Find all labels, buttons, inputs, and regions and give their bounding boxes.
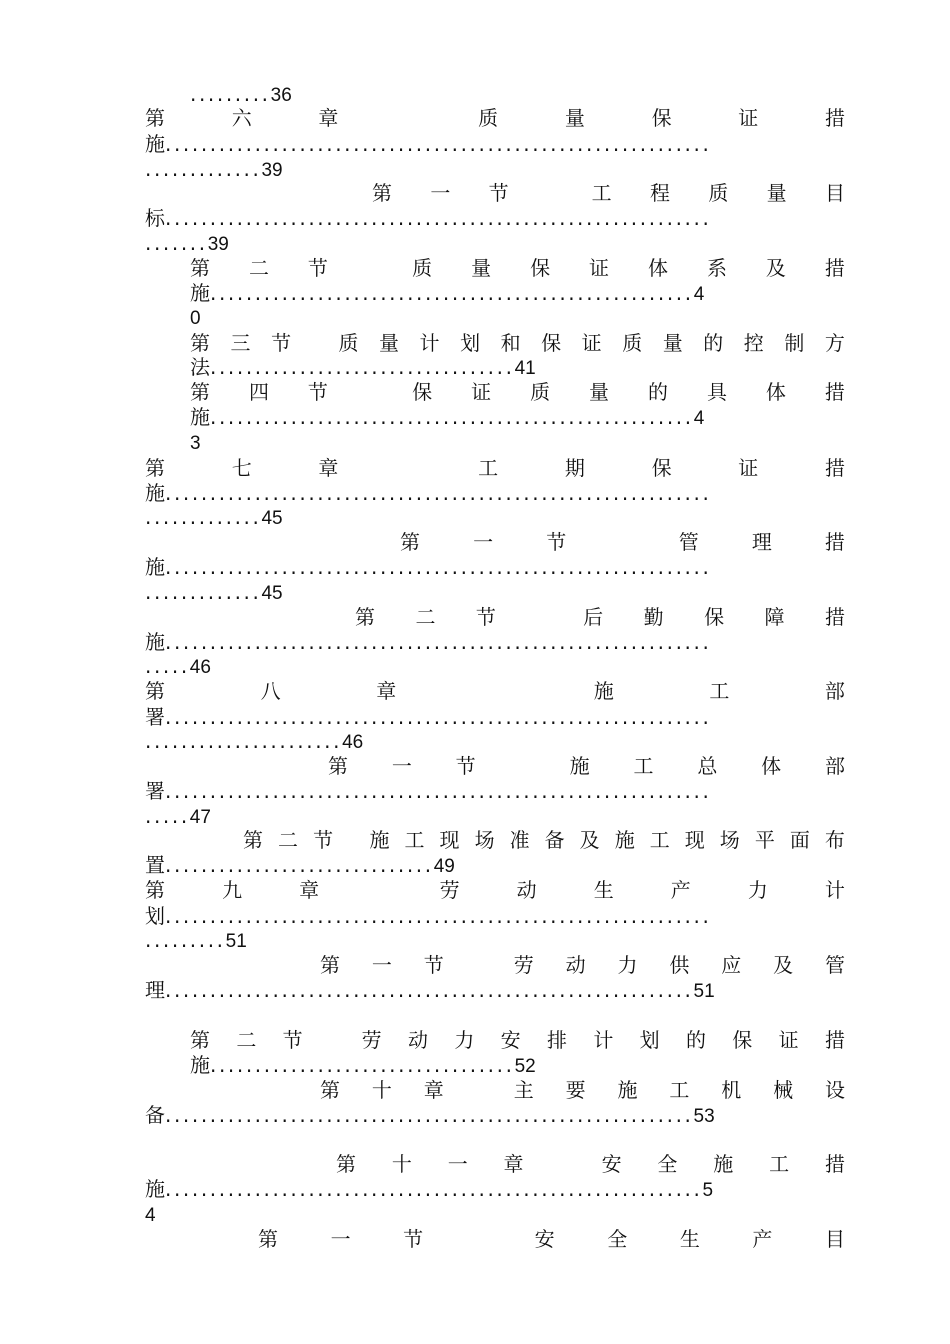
toc-line <box>190 355 845 379</box>
toc-title-char: 三 <box>230 331 251 355</box>
toc-title-char: 章 <box>503 1152 524 1176</box>
toc-chapter-title[interactable] <box>336 1152 845 1176</box>
toc-leader: ...................................................... <box>210 281 694 305</box>
toc-title-char: 总 <box>697 754 718 778</box>
toc-title-char: 工 <box>404 828 425 852</box>
toc-title-char: 安 <box>500 1028 521 1052</box>
toc-title-char <box>367 380 373 404</box>
toc-line <box>145 206 845 230</box>
toc-line <box>145 231 845 255</box>
toc-line <box>190 305 845 329</box>
toc-chapter-title[interactable] <box>145 679 845 703</box>
toc-title-end: 署 <box>145 779 165 803</box>
toc-title-char: 布 <box>824 828 845 852</box>
toc-title-char: 产 <box>752 1227 773 1251</box>
toc-title-char: 及 <box>773 953 794 977</box>
toc-title-end: 划 <box>145 904 165 928</box>
toc-title-char: 第 <box>320 1078 340 1102</box>
toc-title-char: 十 <box>371 1078 392 1102</box>
toc-title-char: 动 <box>565 953 586 977</box>
toc-title-char: 十 <box>391 1152 412 1176</box>
toc-title-char: 管 <box>824 953 845 977</box>
toc-title-char: 措 <box>824 380 845 404</box>
toc-page-number: 5 <box>702 1180 714 1201</box>
toc-title-char: 量 <box>589 380 610 404</box>
toc-title-char: 生 <box>593 878 614 902</box>
toc-leader: ............................................................. <box>165 705 712 729</box>
toc-title-char: 劳 <box>361 1028 382 1052</box>
toc-page-number: 53 <box>693 1106 715 1127</box>
toc-title-char: 的 <box>647 380 668 404</box>
toc-title-char: 力 <box>747 878 768 902</box>
toc-title-char: 工 <box>709 679 730 703</box>
toc-title-char: 面 <box>789 828 810 852</box>
toc-title-char <box>376 878 382 902</box>
toc-title-char: 章 <box>376 679 397 703</box>
toc-title-end: 署 <box>145 705 165 729</box>
toc-page-number: 4 <box>693 408 705 429</box>
toc-title-char: 第 <box>145 878 165 902</box>
toc-title-char: 证 <box>738 456 759 480</box>
toc-title-char: 四 <box>248 380 269 404</box>
toc-title-end: 施 <box>145 481 165 505</box>
toc-title-char: 节 <box>307 380 328 404</box>
toc-title-char: 节 <box>313 828 334 852</box>
toc-title-char: 章 <box>299 878 320 902</box>
toc-title-char: 程 <box>650 181 670 205</box>
toc-title-char <box>367 256 373 280</box>
toc-section-title[interactable] <box>328 754 845 778</box>
toc-title-char: 平 <box>754 828 775 852</box>
toc-page-number: 36 <box>270 85 292 106</box>
toc-title-char: 第 <box>372 181 392 205</box>
toc-title-char: 一 <box>430 181 451 205</box>
toc-line <box>145 978 845 1002</box>
toc-title-char: 九 <box>222 878 243 902</box>
toc-title-char: 节 <box>475 605 496 629</box>
toc-title-char: 节 <box>488 181 509 205</box>
toc-line <box>145 555 845 579</box>
toc-page-number: 52 <box>514 1056 536 1077</box>
toc-title-char: 工 <box>769 1152 790 1176</box>
toc-title-char: 保 <box>541 331 562 355</box>
toc-line <box>145 132 845 156</box>
toc-section-title[interactable] <box>320 953 845 977</box>
toc-title-char: 第 <box>145 106 165 130</box>
toc-title-char: 节 <box>546 530 567 554</box>
toc-title-char: 施 <box>569 754 590 778</box>
toc-title-char: 保 <box>704 605 725 629</box>
toc-title-char: 保 <box>651 456 672 480</box>
toc-title-char: 部 <box>824 754 845 778</box>
toc-title-char: 一 <box>391 754 412 778</box>
toc-leader: ..... <box>145 804 190 828</box>
toc-title-char <box>312 331 318 355</box>
toc-title-char: 量 <box>379 331 400 355</box>
toc-line <box>145 654 845 678</box>
toc-title-char: 质 <box>338 331 359 355</box>
toc-title-char: 第 <box>336 1152 356 1176</box>
toc-leader: ............................................................. <box>165 555 712 579</box>
toc-leader: .............................. <box>165 853 434 877</box>
toc-title-char: 理 <box>751 530 772 554</box>
toc-title-char: 管 <box>678 530 699 554</box>
toc-line <box>145 481 845 505</box>
toc-title-char: 节 <box>423 953 444 977</box>
toc-line <box>190 281 845 305</box>
toc-title-char: 计 <box>593 1028 614 1052</box>
toc-leader: .................................. <box>210 355 515 379</box>
toc-title-char: 证 <box>589 256 610 280</box>
toc-title-char: 劳 <box>439 878 460 902</box>
toc-page-number: 51 <box>225 931 247 952</box>
toc-title-char <box>619 530 625 554</box>
toc-title-char <box>559 1152 565 1176</box>
toc-title-char <box>348 828 354 852</box>
toc-title-char: 生 <box>679 1227 700 1251</box>
toc-title-char: 证 <box>738 106 759 130</box>
toc-page-number: 49 <box>433 856 455 877</box>
toc-title-char: 量 <box>564 106 585 130</box>
toc-section-title[interactable] <box>258 1227 845 1251</box>
toc-title-char: 质 <box>412 256 433 280</box>
toc-title-char: 制 <box>784 331 805 355</box>
toc-title-end: 施 <box>145 630 165 654</box>
toc-line <box>190 430 845 454</box>
toc-leader: ............................................................. <box>165 132 712 156</box>
toc-title-char: 全 <box>607 1227 628 1251</box>
toc-page-number: 41 <box>514 358 536 379</box>
toc-title-char: 证 <box>471 380 492 404</box>
toc-chapter-title[interactable] <box>320 1078 845 1102</box>
toc-title-char: 量 <box>766 181 787 205</box>
toc-leader: ............................................................. <box>165 206 712 230</box>
toc-title-char: 应 <box>721 953 742 977</box>
toc-title-char: 计 <box>419 331 440 355</box>
toc-section-title[interactable] <box>190 331 845 355</box>
toc-title-char: 全 <box>657 1152 678 1176</box>
toc-line <box>190 1053 845 1077</box>
toc-title-char <box>476 1227 482 1251</box>
toc-title-char: 一 <box>371 953 392 977</box>
toc-title-char: 保 <box>530 256 551 280</box>
toc-title-char: 章 <box>318 106 339 130</box>
toc-section-title[interactable] <box>400 530 845 554</box>
toc-title-char: 第 <box>400 530 420 554</box>
toc-leader: ............................................................. <box>165 481 712 505</box>
toc-page-number: 4 <box>145 1205 156 1226</box>
toc-title-char: 劳 <box>513 953 534 977</box>
toc-line <box>145 705 845 729</box>
toc-line <box>145 928 845 952</box>
toc-title-char: 措 <box>824 1152 845 1176</box>
toc-line <box>190 405 845 429</box>
toc-title-char: 第 <box>190 256 210 280</box>
toc-title-end: 法 <box>190 355 210 379</box>
toc-page-number: 39 <box>261 160 283 181</box>
toc-page-number: 4 <box>693 284 705 305</box>
toc-line <box>145 157 845 181</box>
toc-line <box>190 82 890 106</box>
toc-leader: ............. <box>145 580 262 604</box>
toc-title-char: 质 <box>530 380 551 404</box>
toc-title-char <box>476 953 482 977</box>
toc-title-char: 施 <box>614 828 635 852</box>
toc-title-char: 控 <box>743 331 764 355</box>
toc-title-char: 准 <box>509 828 530 852</box>
toc-title-char: 二 <box>248 256 269 280</box>
toc-title-char: 机 <box>721 1078 742 1102</box>
toc-title-char <box>547 181 553 205</box>
toc-title-char: 目 <box>824 1227 845 1251</box>
toc-line <box>145 729 845 753</box>
toc-title-end: 施 <box>145 555 165 579</box>
toc-line <box>145 904 845 928</box>
toc-title-char: 体 <box>761 754 782 778</box>
toc-chapter-title[interactable] <box>145 456 845 480</box>
toc-title-char: 第 <box>355 605 375 629</box>
toc-title-char: 产 <box>670 878 691 902</box>
toc-title-char: 场 <box>719 828 740 852</box>
toc-page-number: 39 <box>207 234 229 255</box>
toc-title-end: 施 <box>190 1053 210 1077</box>
toc-title-char: 力 <box>454 1028 475 1052</box>
toc-title-end: 施 <box>190 405 210 429</box>
toc-line <box>145 505 845 529</box>
toc-line <box>145 1202 845 1226</box>
toc-title-char: 措 <box>824 605 845 629</box>
toc-chapter-title[interactable] <box>145 878 845 902</box>
toc-title-char: 一 <box>330 1227 351 1251</box>
toc-title-char: 划 <box>639 1028 660 1052</box>
toc-title-char: 八 <box>260 679 281 703</box>
toc-title-char: 证 <box>778 1028 799 1052</box>
toc-page-number: 46 <box>189 657 211 678</box>
toc-title-char: 具 <box>706 380 727 404</box>
toc-title-char: 方 <box>824 331 845 355</box>
toc-leader: ........................................................... <box>165 978 694 1002</box>
toc-section-title[interactable] <box>372 181 845 205</box>
toc-page-number: 45 <box>261 508 283 529</box>
toc-title-char: 第 <box>145 679 165 703</box>
toc-title-char <box>405 456 411 480</box>
toc-title-char: 施 <box>617 1078 638 1102</box>
toc-page-number: 3 <box>190 433 201 454</box>
toc-title-char: 节 <box>455 754 476 778</box>
toc-title-char: 体 <box>647 256 668 280</box>
toc-title-char: 现 <box>439 828 460 852</box>
toc-title-char: 划 <box>460 331 481 355</box>
toc-title-char: 设 <box>824 1078 845 1102</box>
toc-title-char: 系 <box>706 256 727 280</box>
toc-title-char: 七 <box>231 456 252 480</box>
toc-leader: ............. <box>145 505 262 529</box>
toc-title-char: 一 <box>447 1152 468 1176</box>
toc-title-char: 备 <box>544 828 565 852</box>
toc-title-char: 工 <box>478 456 499 480</box>
toc-title-char: 量 <box>662 331 683 355</box>
toc-title-char: 质 <box>478 106 499 130</box>
toc-title-char: 第 <box>190 1028 210 1052</box>
toc-line <box>145 580 845 604</box>
toc-chapter-title[interactable] <box>145 106 845 130</box>
toc-title-char: 障 <box>764 605 785 629</box>
toc-title-char: 证 <box>581 331 602 355</box>
toc-title-end: 置 <box>145 853 165 877</box>
toc-title-char: 工 <box>649 828 670 852</box>
toc-title-char: 械 <box>773 1078 794 1102</box>
toc-leader: ......... <box>145 928 226 952</box>
toc-title-char: 场 <box>474 828 495 852</box>
toc-page-number: 46 <box>342 732 364 753</box>
toc-title-char: 二 <box>278 828 299 852</box>
toc-title-char: 第 <box>190 331 210 355</box>
toc-title-char: 及 <box>765 256 786 280</box>
toc-title-char: 部 <box>824 679 845 703</box>
toc-title-char: 质 <box>622 331 643 355</box>
toc-title-char: 供 <box>669 953 690 977</box>
toc-line <box>145 630 845 654</box>
toc-line <box>145 804 845 828</box>
toc-title-end: 施 <box>145 1177 165 1201</box>
toc-title-char: 第 <box>328 754 348 778</box>
toc-page-number: 51 <box>693 981 715 1002</box>
toc-title-char <box>476 1078 482 1102</box>
toc-title-char: 保 <box>651 106 672 130</box>
toc-title-char <box>405 106 411 130</box>
toc-line <box>145 1177 845 1201</box>
toc-title-char: 第 <box>145 456 165 480</box>
toc-title-char: 保 <box>732 1028 753 1052</box>
toc-leader: ............................................................. <box>165 630 712 654</box>
toc-title-char: 一 <box>473 530 494 554</box>
toc-title-char <box>519 754 525 778</box>
toc-title-char <box>536 605 542 629</box>
toc-line <box>145 853 845 877</box>
toc-title-char: 目 <box>824 181 845 205</box>
toc-leader: ............................................................. <box>165 904 712 928</box>
toc-line <box>145 1103 845 1127</box>
toc-title-char: 后 <box>583 605 604 629</box>
toc-title-char: 勤 <box>643 605 664 629</box>
toc-title-char: 计 <box>824 878 845 902</box>
toc-title-char: 工 <box>669 1078 690 1102</box>
toc-title-char <box>492 679 498 703</box>
toc-title-char: 保 <box>412 380 433 404</box>
toc-title-char: 期 <box>564 456 585 480</box>
toc-title-char: 措 <box>824 456 845 480</box>
toc-title-char: 施 <box>593 679 614 703</box>
toc-leader: ..... <box>145 654 190 678</box>
toc-title-end: 施 <box>145 132 165 156</box>
toc-title-char: 第 <box>243 828 263 852</box>
toc-title-char: 现 <box>684 828 705 852</box>
toc-title-char: 主 <box>513 1078 534 1102</box>
toc-page-number: 0 <box>190 308 201 329</box>
toc-title-char: 动 <box>516 878 537 902</box>
toc-title-char: 第 <box>190 380 210 404</box>
toc-title-char: 体 <box>765 380 786 404</box>
toc-title-char: 力 <box>617 953 638 977</box>
toc-title-char: 第 <box>258 1227 278 1251</box>
toc-title-char: 措 <box>824 106 845 130</box>
toc-title-char: 要 <box>565 1078 586 1102</box>
toc-title-char: 工 <box>591 181 612 205</box>
toc-title-char: 及 <box>579 828 600 852</box>
toc-title-char: 二 <box>236 1028 257 1052</box>
toc-leader: ........................................................... <box>165 1103 694 1127</box>
toc-title-char: 措 <box>824 1028 845 1052</box>
toc-title-end: 理 <box>145 978 165 1002</box>
toc-leader: ............................................................ <box>165 1177 703 1201</box>
toc-page-number: 47 <box>189 807 211 828</box>
toc-title-char <box>329 1028 335 1052</box>
toc-title-char: 措 <box>824 530 845 554</box>
toc-title-char: 工 <box>633 754 654 778</box>
toc-page-number: 45 <box>261 583 283 604</box>
toc-title-char: 章 <box>423 1078 444 1102</box>
toc-title-char: 安 <box>601 1152 622 1176</box>
toc-title-char: 节 <box>282 1028 303 1052</box>
toc-title-end: 标 <box>145 206 165 230</box>
toc-title-char: 质 <box>708 181 729 205</box>
toc-title-char: 节 <box>307 256 328 280</box>
toc-title-char: 第 <box>320 953 340 977</box>
toc-section-title[interactable] <box>190 380 845 404</box>
toc-title-char: 章 <box>318 456 339 480</box>
toc-title-char: 的 <box>685 1028 706 1052</box>
toc-leader: ............. <box>145 157 262 181</box>
toc-line <box>145 779 845 803</box>
toc-title-char: 措 <box>824 256 845 280</box>
toc-title-end: 施 <box>190 281 210 305</box>
toc-title-char: 和 <box>500 331 521 355</box>
toc-title-char: 施 <box>369 828 390 852</box>
toc-leader: .................................. <box>210 1053 515 1077</box>
toc-section-title[interactable] <box>355 605 845 629</box>
toc-title-char: 施 <box>713 1152 734 1176</box>
toc-title-char: 排 <box>546 1028 567 1052</box>
toc-leader: ...................... <box>145 729 343 753</box>
toc-section-title[interactable] <box>243 828 845 852</box>
toc-leader: ......... <box>190 82 271 106</box>
toc-leader: ...................................................... <box>210 405 694 429</box>
toc-title-char: 动 <box>408 1028 428 1052</box>
toc-leader: ............................................................. <box>165 779 712 803</box>
toc-section-title[interactable] <box>190 256 845 280</box>
toc-title-end: 备 <box>145 1103 165 1127</box>
toc-leader: ....... <box>145 231 208 255</box>
toc-title-char: 量 <box>471 256 492 280</box>
toc-section-title[interactable] <box>190 1028 845 1052</box>
toc-title-char: 节 <box>403 1227 424 1251</box>
toc-title-char: 六 <box>231 106 252 130</box>
toc-title-char: 节 <box>271 331 292 355</box>
toc-title-char: 二 <box>415 605 436 629</box>
toc-title-char: 的 <box>703 331 724 355</box>
toc-title-char: 安 <box>534 1227 555 1251</box>
